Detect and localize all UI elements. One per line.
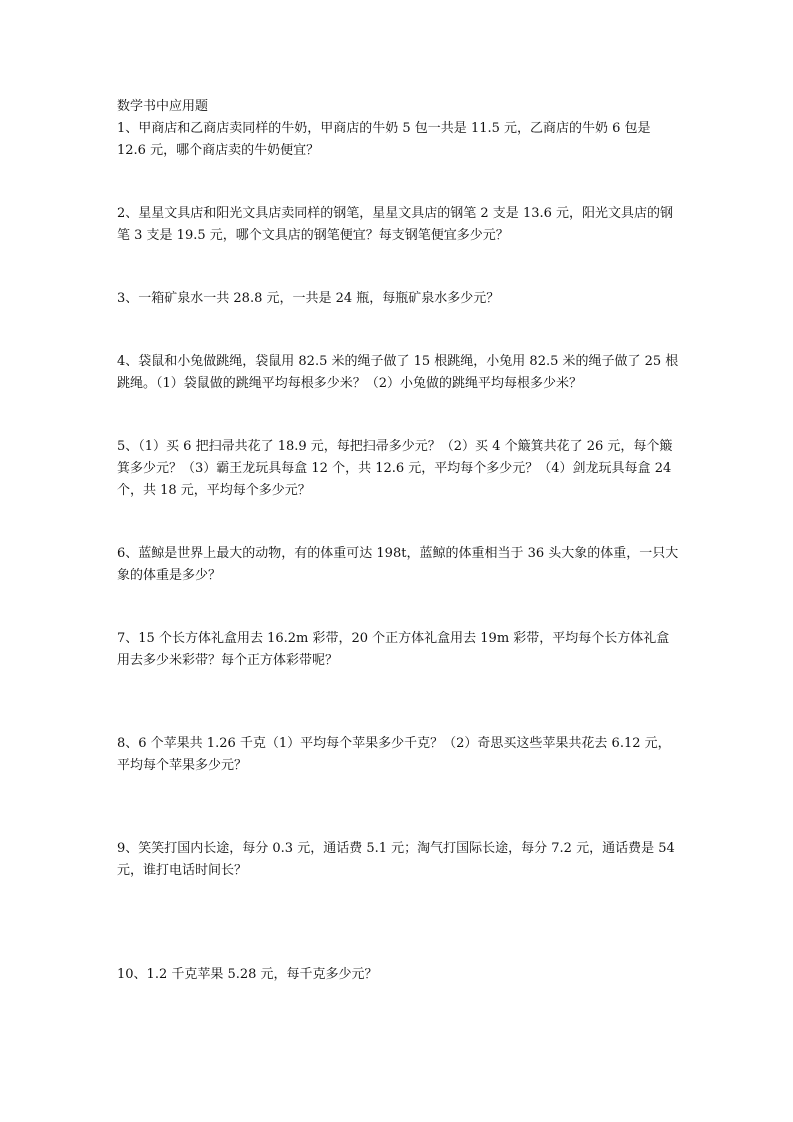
question-7: 7、15 个长方体礼盒用去 16.2m 彩带，20 个正方体礼盒用去 19m 彩带，平均每个长方体礼盒用去多少米彩带？每个正方体彩带呢？ <box>117 631 670 668</box>
document-title: 数学书中应用题 <box>117 99 209 114</box>
question-6: 6、蓝鲸是世界上最大的动物，有的体重可达 198t，蓝鲸的体重相当于 36 头大象的体重，一只大象的体重是多少？ <box>117 546 679 583</box>
question-9: 9、笑笑打国内长途，每分 0.3 元，通话费 5.1 元；淘气打国际长途，每分 7.2 元，通话费是 54 元，谁打电话时间长？ <box>117 841 675 878</box>
question-3: 3、一箱矿泉水一共 28.8 元，一共是 24 瓶，每瓶矿泉水多少元？ <box>117 291 500 306</box>
question-2: 2、星星文具店和阳光文具店卖同样的钢笔，星星文具店的钢笔 2 支是 13.6 元，阳光文具店的钢笔 3 支是 19.5 元，哪个文具店的钢笔便宜？每支钢笔便宜多少元？ <box>117 206 674 243</box>
question-8: 8、6 个苹果共 1.26 千克（1）平均每个苹果多少千克？（2）奇思买这些苹果共花去 6.12 元，平均每个苹果多少元？ <box>117 736 671 773</box>
question-4: 4、袋鼠和小兔做跳绳，袋鼠用 82.5 米的绳子做了 15 根跳绳，小兔用 82.5 米的绳子做了 25 根跳绳。（1）袋鼠做的跳绳平均每根多少米？（2）小兔做的跳绳平均每根多少米？ <box>117 354 679 391</box>
question-10: 10、1.2 千克苹果 5.28 元，每千克多少元？ <box>117 967 378 982</box>
question-5: 5、（1）买 6 把扫帚共花了 18.9 元，每把扫帚多少元？（2）买 4 个簸箕共花了 26 元，每个簸箕多少元？（3）霸王龙玩具每盒 12 个，共 12.6 元，平均每个多少元？（4）剑龙玩具每盒 24 个，共 18 元，平均每个多少元？ <box>117 439 673 498</box>
document-body <box>117 96 679 986</box>
question-1: 1、甲商店和乙商店卖同样的牛奶，甲商店的牛奶 5 包一共是 11.5 元，乙商店的牛奶 6 包是 12.6 元，哪个商店卖的牛奶便宜？ <box>117 121 651 158</box>
